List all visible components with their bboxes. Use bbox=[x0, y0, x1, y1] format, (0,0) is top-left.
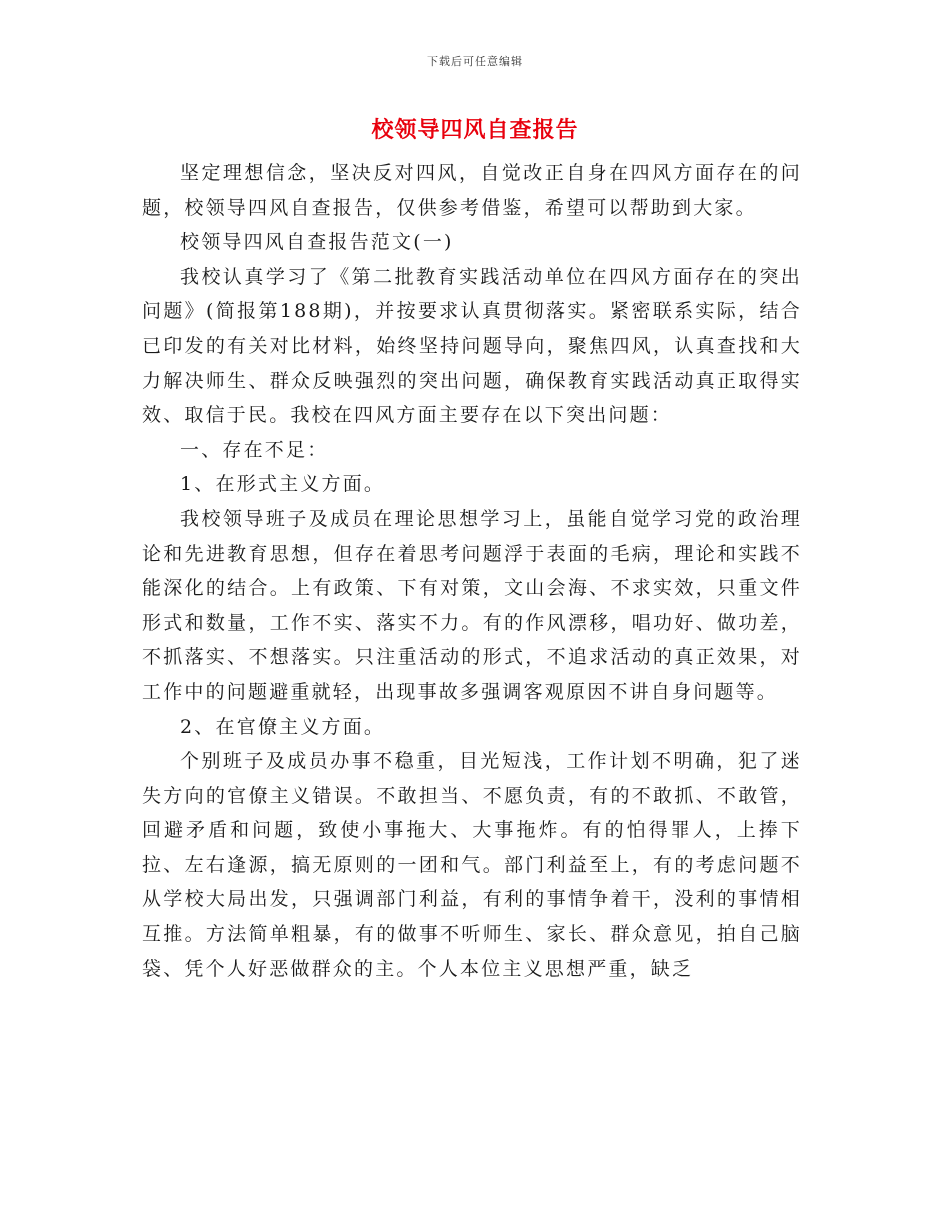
subsection-heading-formalism: 1、在形式主义方面。 bbox=[180, 473, 386, 496]
page-header-note: 下载后可任意编辑 bbox=[427, 55, 523, 68]
body-paragraph: 个别班子及成员办事不稳重，目光短浅，工作计划不明确，犯了迷失方向的官僚主义错误。不敢担当、不愿负责，有的不敢抓、不敢管，回避矛盾和问题，致使小事拖大、大事拖炸。有的怕得罪人，上捧下拉、左右逢源，搞无原则的一团和气。部门利益至上，有的考虑问题不从学校大局出发，只强调部门利益，有利的事情争着干，没利的事情相互推。方法简单粗暴，有的做事不听师生、家长、群众意见，拍自己脑袋、凭个人好恶做群众的主。个人本位主义思想严重，缺乏 bbox=[142, 750, 802, 980]
section-heading-sample-one: 校领导四风自查报告范文(一) bbox=[180, 231, 454, 254]
document-body bbox=[142, 156, 802, 986]
subsection-heading-bureaucratism: 2、在官僚主义方面。 bbox=[180, 715, 386, 738]
body-paragraph: 我校领导班子及成员在理论思想学习上，虽能自觉学习党的政治理论和先进教育思想，但存在着思考问题浮于表面的毛病，理论和实践不能深化的结合。上有政策、下有对策，文山会海、不求实效，只重文件形式和数量，工作不实、落实不力。有的作风漂移，唱功好、做功差，不抓落实、不想落实。只注重活动的形式，不追求活动的真正效果，对工作中的问题避重就轻，出现事故多强调客观原因不讲自身问题等。 bbox=[142, 507, 802, 703]
document-title: 校领导四风自查报告 bbox=[371, 117, 579, 143]
body-paragraph: 我校认真学习了《第二批教育实践活动单位在四风方面存在的突出问题》(简报第188期)，并按要求认真贯彻落实。紧密联系实际，结合已印发的有关对比材料，始终坚持问题导向，聚焦四风，认真查找和大力解决师生、群众反映强烈的突出问题，确保教育实践活动真正取得实效、取信于民。我校在四风方面主要存在以下突出问题： bbox=[142, 265, 802, 427]
section-heading-shortcomings: 一、存在不足： bbox=[180, 438, 329, 461]
intro-paragraph: 坚定理想信念，坚决反对四风，自觉改正自身在四风方面存在的问题，校领导四风自查报告，仅供参考借鉴，希望可以帮助到大家。 bbox=[142, 162, 802, 219]
